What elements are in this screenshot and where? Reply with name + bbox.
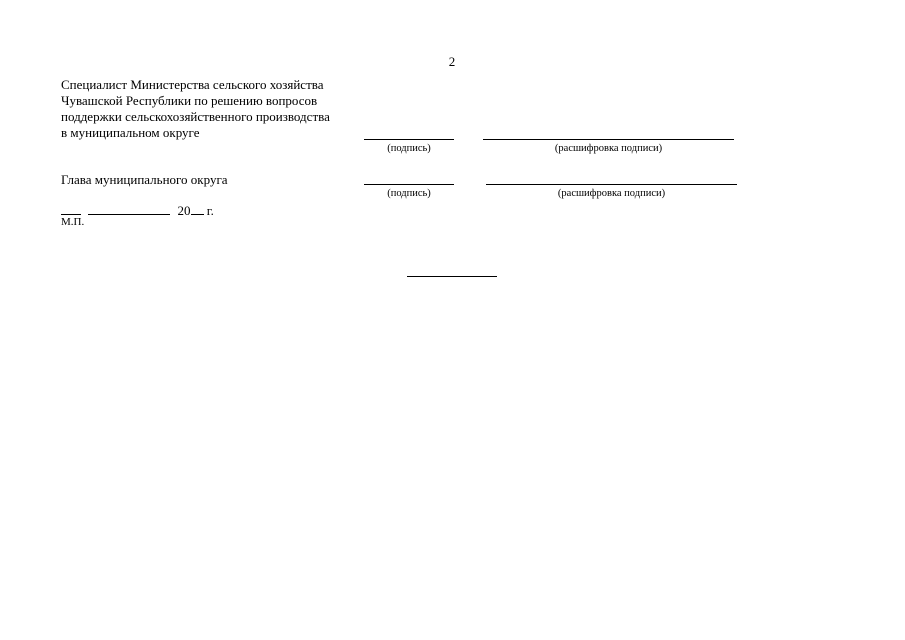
specialist-signature-caption: (подпись) (387, 143, 431, 154)
head-transcript-caption: (расшифровка подписи) (557, 188, 666, 199)
specialist-transcript-line (483, 139, 734, 140)
date-month-blank (88, 203, 170, 215)
page-number: 2 (448, 54, 456, 69)
specialist-title-line: поддержки сельскохозяйственного производства (61, 109, 330, 124)
head-transcript-line (486, 184, 737, 185)
date-day-blank (61, 203, 81, 215)
specialist-signature-line (364, 139, 454, 140)
date-year-blank (191, 203, 204, 215)
head-signature-line (364, 184, 454, 185)
closing-separator-line (407, 276, 497, 277)
date-year-prefix: 20 (177, 203, 191, 218)
specialist-title-line: Чувашской Республики по решению вопросов (61, 93, 318, 108)
stamp-label: М.П. (61, 216, 85, 228)
date-year-suffix: г. (206, 203, 214, 218)
specialist-position-title (61, 77, 330, 141)
specialist-title-line: в муниципальном округе (61, 125, 200, 140)
head-signature-caption: (подпись) (387, 188, 431, 199)
specialist-transcript-caption: (расшифровка подписи) (554, 143, 663, 154)
head-position-title: Глава муниципального округа (61, 172, 228, 187)
specialist-title-line: Специалист Министерства сельского хозяйства (61, 77, 324, 92)
